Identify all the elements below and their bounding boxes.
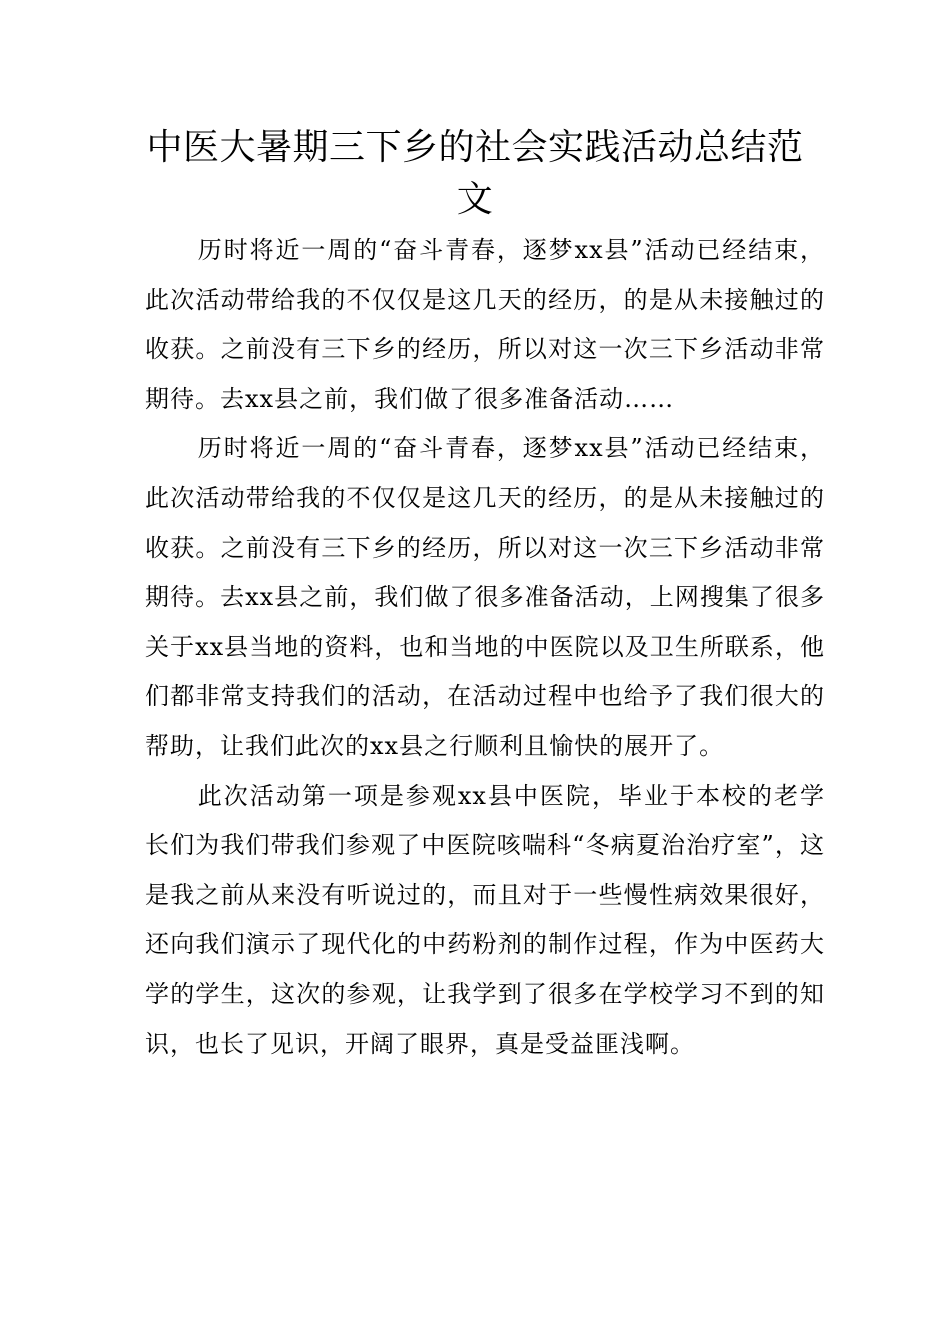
- paragraph: 历时将近一周的“奋斗青春，逐梦xx县”活动已经结束，此次活动带给我的不仅仅是这几天的经历，的是从未接触过的收获。之前没有三下乡的经历，所以对这一次三下乡活动非常期待。去xx县之前，我们做了很多准备活动，上网搜集了很多关于xx县当地的资料，也和当地的中医院以及卫生所联系，他们都非常支持我们的活动，在活动过程中也给予了我们很大的帮助，让我们此次的xx县之行顺利且愉快的展开了。: [145, 434, 825, 760]
- document-title: 中医大暑期三下乡的社会实践活动总结范文: [146, 127, 804, 220]
- document-body: [145, 226, 825, 1069]
- paragraph: 此次活动第一项是参观xx县中医院，毕业于本校的老学长们为我们带我们参观了中医院咳喘科“冬病夏治治疗室”，这是我之前从来没有听说过的，而且对于一些慢性病效果很好，还向我们演示了现代化的中药粉剂的制作过程，作为中医药大学的学生，这次的参观，让我学到了很多在学校学习不到的知识，也长了见识，开阔了眼界，真是受益匪浅啊。: [145, 781, 825, 1058]
- paragraph: 历时将近一周的“奋斗青春，逐梦xx县”活动已经结束，此次活动带给我的不仅仅是这几天的经历，的是从未接触过的收获。之前没有三下乡的经历，所以对这一次三下乡活动非常期待。去xx县之前，我们做了很多准备活动……: [145, 236, 825, 413]
